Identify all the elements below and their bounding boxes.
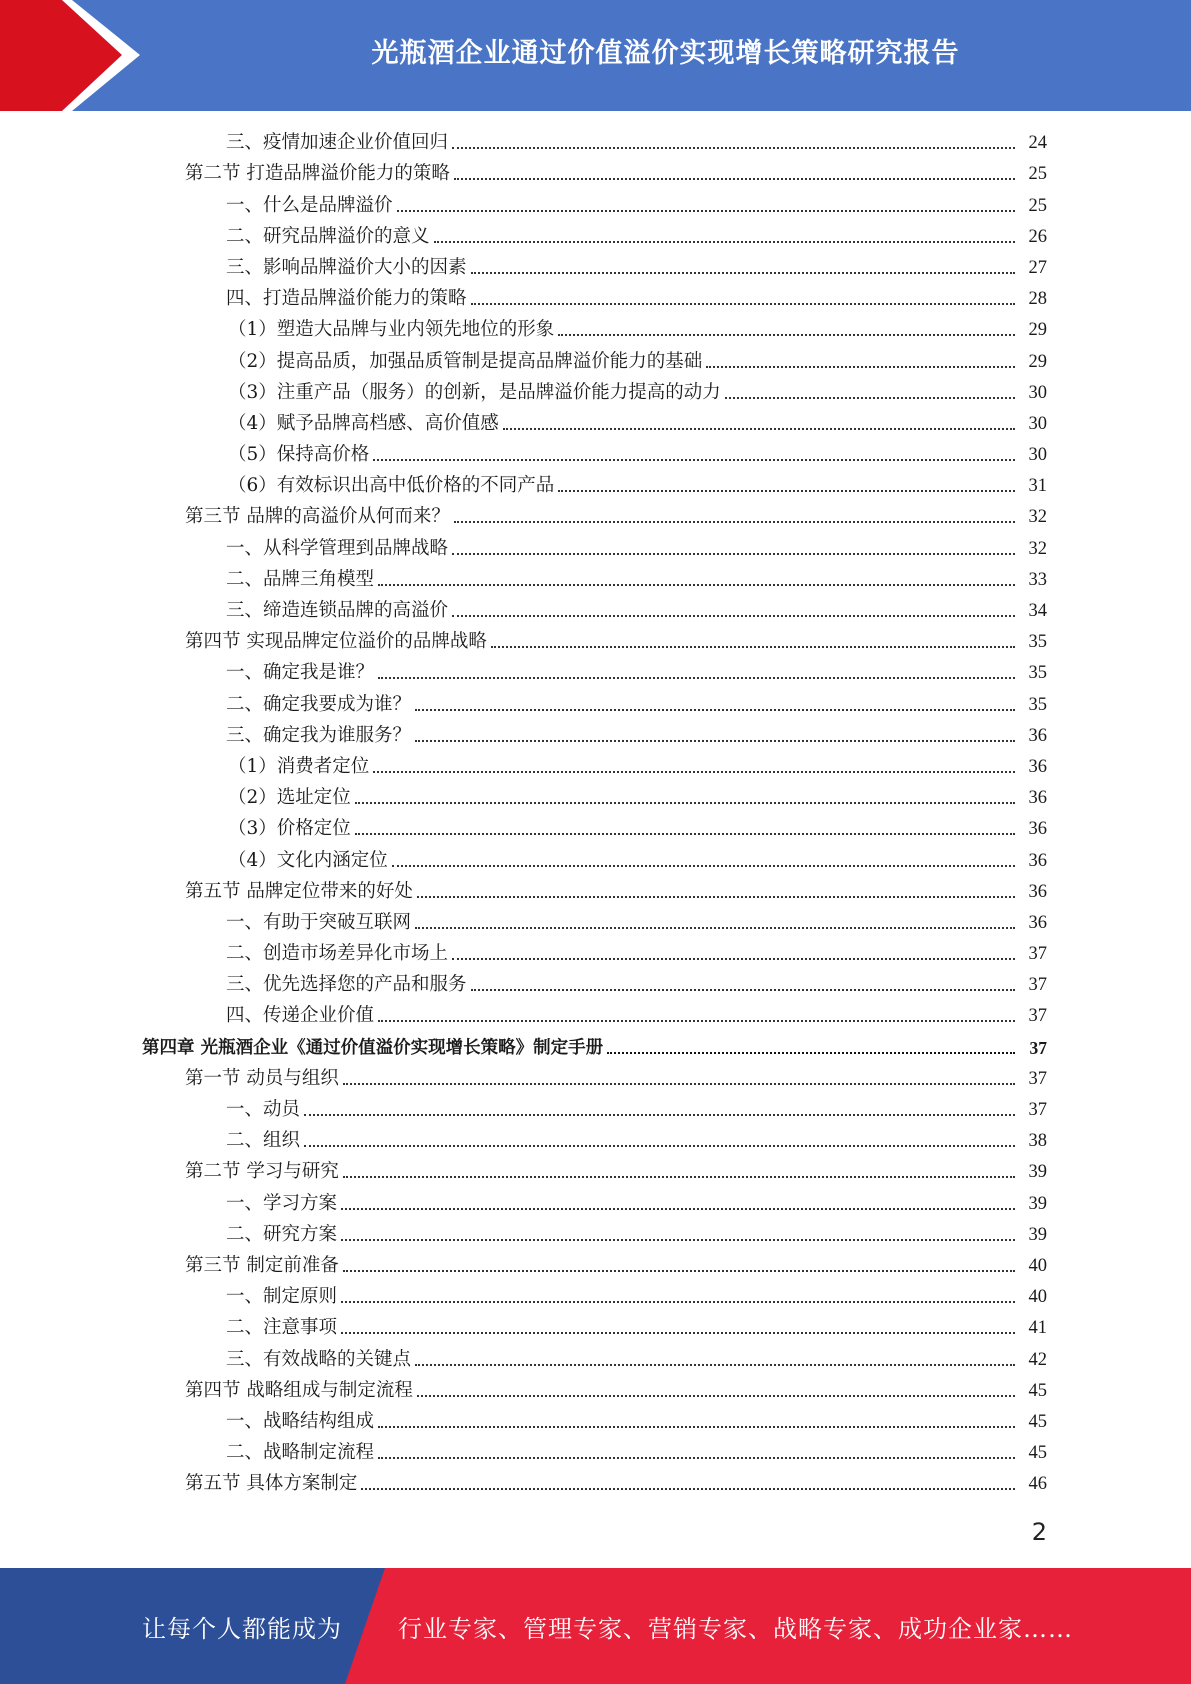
toc-entry-page: 39 — [1028, 1193, 1047, 1214]
toc-entry-label: 三、有效战略的关键点 — [226, 1348, 412, 1370]
toc-entry-label: （1）塑造大品牌与业内领先地位的形象 — [228, 319, 555, 341]
toc-dot-leader — [417, 896, 1015, 898]
toc-dot-leader — [558, 490, 1015, 492]
toc-entry[interactable] — [0, 408, 1191, 439]
toc-entry-label: 一、有助于突破互联网 — [226, 911, 412, 933]
toc-entry-page: 36 — [1028, 756, 1047, 777]
toc-entry-label: （2）选址定位 — [228, 787, 351, 809]
header-red-block — [0, 0, 122, 111]
toc-dot-leader — [373, 459, 1015, 461]
toc-entry[interactable] — [0, 189, 1191, 220]
toc-entry[interactable] — [0, 1312, 1191, 1343]
toc-entry-page: 29 — [1028, 351, 1047, 372]
toc-dot-leader — [471, 303, 1015, 305]
toc-entry-label: （5）保持高价格 — [228, 444, 370, 466]
toc-dot-leader — [343, 1083, 1015, 1085]
toc-entry-label: 三、影响品牌溢价大小的因素 — [226, 256, 467, 278]
toc-entry-page: 28 — [1028, 289, 1047, 310]
toc-entry[interactable] — [0, 158, 1191, 189]
toc-entry-page: 36 — [1028, 819, 1047, 840]
toc-entry[interactable] — [0, 595, 1191, 626]
toc-entry-label: 一、学习方案 — [226, 1192, 338, 1214]
page-footer — [0, 1568, 1191, 1684]
toc-entry[interactable] — [0, 1250, 1191, 1281]
toc-entry[interactable] — [0, 564, 1191, 595]
toc-entry-label: 第二节 打造品牌溢价能力的策略 — [185, 163, 450, 185]
toc-entry-page: 29 — [1028, 320, 1047, 341]
toc-dot-leader — [361, 1488, 1015, 1490]
toc-entry-label: 一、从科学管理到品牌战略 — [226, 537, 449, 559]
toc-entry-page: 37 — [1028, 1006, 1047, 1027]
toc-entry[interactable] — [0, 751, 1191, 782]
toc-entry-page: 24 — [1028, 133, 1047, 154]
toc-entry-page: 27 — [1028, 257, 1047, 278]
toc-entry-page: 35 — [1028, 694, 1047, 715]
toc-dot-leader — [341, 1301, 1015, 1303]
toc-dot-leader — [415, 927, 1015, 929]
toc-entry-label: 四、打造品牌溢价能力的策略 — [226, 288, 467, 310]
footer-slogan-right: 行业专家、管理专家、营销专家、战略专家、成功企业家…… — [398, 1614, 1073, 1643]
toc-entry[interactable] — [0, 1094, 1191, 1125]
toc-entry-label: 一、确定我是谁？ — [226, 662, 375, 684]
toc-entry[interactable] — [0, 657, 1191, 688]
toc-entry[interactable] — [0, 938, 1191, 969]
toc-dot-leader — [607, 1052, 1015, 1054]
toc-entry-label: （3）注重产品（服务）的创新，是品牌溢价能力提高的动力 — [228, 381, 721, 403]
toc-entry[interactable] — [0, 1343, 1191, 1374]
toc-entry-label: 二、组织 — [226, 1130, 301, 1152]
toc-dot-leader — [434, 241, 1015, 243]
toc-entry-page: 41 — [1028, 1318, 1047, 1339]
toc-entry-page: 37 — [1029, 1037, 1047, 1058]
toc-entry-label: 第三节 品牌的高溢价从何而来？ — [185, 506, 450, 528]
toc-dot-leader — [471, 272, 1015, 274]
toc-entry[interactable] — [0, 1375, 1191, 1406]
toc-dot-leader — [373, 771, 1015, 773]
footer-slogan-left: 让每个人都能成为 — [142, 1614, 342, 1643]
toc-entry[interactable] — [0, 876, 1191, 907]
toc-entry-page: 36 — [1028, 788, 1047, 809]
toc-entry[interactable] — [0, 1406, 1191, 1437]
toc-entry[interactable] — [0, 470, 1191, 501]
toc-dot-leader — [454, 521, 1015, 523]
toc-entry-page: 36 — [1028, 912, 1047, 933]
toc-dot-leader — [452, 615, 1015, 617]
toc-entry-label: 第一节 动员与组织 — [185, 1067, 339, 1089]
toc-dot-leader — [343, 1176, 1015, 1178]
toc-dot-leader — [343, 1270, 1015, 1272]
toc-entry[interactable] — [0, 1437, 1191, 1468]
toc-dot-leader — [378, 1426, 1015, 1428]
toc-entry[interactable] — [0, 501, 1191, 532]
toc-entry[interactable] — [0, 1063, 1191, 1094]
toc-entry-label: 三、疫情加速企业价值回归 — [226, 132, 449, 154]
toc-entry[interactable] — [0, 1187, 1191, 1218]
toc-entry-label: 一、制定原则 — [226, 1286, 338, 1308]
toc-entry[interactable] — [0, 283, 1191, 314]
toc-dot-leader — [378, 1457, 1015, 1459]
toc-entry-label: 二、研究品牌溢价的意义 — [226, 225, 430, 247]
toc-entry-page: 25 — [1028, 195, 1047, 216]
toc-entry[interactable] — [0, 1281, 1191, 1312]
toc-entry-page: 33 — [1028, 569, 1047, 590]
toc-entry-label: （2）提高品质，加强品质管制是提高品牌溢价能力的基础 — [228, 350, 703, 372]
toc-entry-page: 30 — [1028, 413, 1047, 434]
toc-entry-label: 二、战略制定流程 — [226, 1442, 375, 1464]
toc-entry-page: 45 — [1028, 1380, 1047, 1401]
toc-entry-page: 35 — [1028, 632, 1047, 653]
toc-entry-page: 37 — [1028, 944, 1047, 965]
toc-dot-leader — [725, 397, 1015, 399]
toc-entry-label: 第五节 具体方案制定 — [185, 1473, 358, 1495]
toc-dot-leader — [415, 1364, 1015, 1366]
toc-entry-label: 第二节 学习与研究 — [185, 1161, 339, 1183]
toc-entry-label: （4）文化内涵定位 — [228, 849, 388, 871]
toc-entry-label: 第五节 品牌定位带来的好处 — [185, 880, 413, 902]
toc-entry[interactable] — [0, 1125, 1191, 1156]
toc-dot-leader — [392, 865, 1015, 867]
toc-dot-leader — [341, 1239, 1015, 1241]
toc-entry-page: 36 — [1028, 725, 1047, 746]
toc-dot-leader — [378, 677, 1015, 679]
toc-dot-leader — [415, 709, 1015, 711]
toc-entry[interactable] — [0, 377, 1191, 408]
toc-entry-page: 38 — [1028, 1131, 1047, 1152]
toc-entry[interactable] — [0, 844, 1191, 875]
toc-entry-page: 39 — [1028, 1162, 1047, 1183]
toc-entry-label: 二、注意事项 — [226, 1317, 338, 1339]
toc-entry[interactable] — [0, 1156, 1191, 1187]
toc-entry-label: 第三节 制定前准备 — [185, 1254, 339, 1276]
toc-entry-label: 二、确定我要成为谁？ — [226, 693, 412, 715]
toc-entry-label: 第四节 战略组成与制定流程 — [185, 1379, 413, 1401]
toc-entry[interactable] — [0, 626, 1191, 657]
table-of-contents — [0, 127, 1191, 1499]
toc-dot-leader — [355, 802, 1015, 804]
toc-entry-label: 一、什么是品牌溢价 — [226, 194, 393, 216]
toc-entry[interactable] — [0, 720, 1191, 751]
toc-dot-leader — [397, 210, 1015, 212]
toc-entry-page: 37 — [1028, 1068, 1047, 1089]
toc-entry-label: 一、战略结构组成 — [226, 1410, 375, 1432]
toc-dot-leader — [471, 989, 1015, 991]
toc-entry-page: 40 — [1028, 1255, 1047, 1276]
toc-entry-page: 35 — [1028, 663, 1047, 684]
toc-entry[interactable] — [0, 439, 1191, 470]
toc-entry[interactable] — [0, 969, 1191, 1000]
toc-entry[interactable] — [0, 688, 1191, 719]
toc-entry-page: 31 — [1028, 476, 1047, 497]
toc-dot-leader — [452, 147, 1015, 149]
toc-dot-leader — [503, 428, 1015, 430]
toc-dot-leader — [355, 833, 1015, 835]
toc-entry[interactable] — [0, 221, 1191, 252]
toc-entry-page: 36 — [1028, 881, 1047, 902]
toc-dot-leader — [454, 178, 1015, 180]
toc-entry-page: 25 — [1028, 164, 1047, 185]
toc-entry-page: 30 — [1028, 382, 1047, 403]
header-arrow-decoration — [0, 0, 160, 111]
toc-dot-leader — [415, 740, 1015, 742]
toc-dot-leader — [378, 1020, 1015, 1022]
toc-dot-leader — [558, 334, 1015, 336]
toc-dot-leader — [304, 1145, 1015, 1147]
toc-entry-page: 39 — [1028, 1224, 1047, 1245]
toc-dot-leader — [417, 1395, 1015, 1397]
page-number: 2 — [1031, 1518, 1047, 1546]
toc-entry-page: 45 — [1028, 1443, 1047, 1464]
toc-entry-page: 42 — [1028, 1349, 1047, 1370]
toc-entry-label: 二、创造市场差异化市场上 — [226, 943, 449, 965]
toc-entry[interactable] — [0, 813, 1191, 844]
toc-entry-page: 32 — [1028, 538, 1047, 559]
toc-dot-leader — [378, 584, 1015, 586]
toc-entry[interactable] — [0, 1031, 1191, 1062]
toc-entry-label: 二、研究方案 — [226, 1223, 338, 1245]
toc-entry[interactable] — [0, 1000, 1191, 1031]
toc-dot-leader — [491, 646, 1015, 648]
toc-entry[interactable] — [0, 314, 1191, 345]
toc-entry[interactable] — [0, 532, 1191, 563]
toc-entry-page: 32 — [1028, 507, 1047, 528]
toc-entry-label: （6）有效标识出高中低价格的不同产品 — [228, 475, 555, 497]
toc-entry-label: 四、传递企业价值 — [226, 1005, 375, 1027]
toc-entry-page: 36 — [1028, 850, 1047, 871]
toc-entry-label: （4）赋予品牌高档感、高价值感 — [228, 412, 499, 434]
toc-entry-page: 40 — [1028, 1287, 1047, 1308]
toc-entry[interactable] — [0, 907, 1191, 938]
toc-entry-page: 30 — [1028, 445, 1047, 466]
toc-entry-label: 第四章 光瓶酒企业《通过价值溢价实现增长策略》制定手册 — [142, 1037, 604, 1058]
page-header — [0, 0, 1191, 111]
toc-dot-leader — [452, 958, 1015, 960]
toc-dot-leader — [706, 366, 1015, 368]
toc-dot-leader — [341, 1332, 1015, 1334]
toc-dot-leader — [452, 553, 1015, 555]
toc-entry-label: （1）消费者定位 — [228, 755, 370, 777]
toc-entry[interactable] — [0, 345, 1191, 376]
toc-entry-page: 37 — [1028, 975, 1047, 996]
toc-entry-page: 26 — [1028, 226, 1047, 247]
toc-entry[interactable] — [0, 1219, 1191, 1250]
toc-entry-label: 三、缔造连锁品牌的高溢价 — [226, 600, 449, 621]
toc-entry-label: 三、确定我为谁服务？ — [226, 724, 412, 746]
document-title: 光瓶酒企业通过价值溢价实现增长策略研究报告 — [371, 37, 960, 69]
toc-entry-label: （3）价格定位 — [228, 818, 351, 840]
toc-entry-label: 二、品牌三角模型 — [226, 568, 375, 590]
toc-dot-leader — [304, 1114, 1015, 1116]
toc-entry-page: 46 — [1028, 1474, 1047, 1495]
toc-entry[interactable] — [0, 782, 1191, 813]
toc-entry-label: 第四节 实现品牌定位溢价的品牌战略 — [185, 631, 487, 653]
toc-entry-label: 一、动员 — [226, 1099, 301, 1120]
toc-entry[interactable] — [0, 1468, 1191, 1499]
toc-entry[interactable] — [0, 127, 1191, 158]
toc-entry[interactable] — [0, 252, 1191, 283]
toc-entry-page: 37 — [1028, 1100, 1047, 1120]
toc-entry-label: 三、优先选择您的产品和服务 — [226, 974, 467, 996]
toc-dot-leader — [341, 1208, 1015, 1210]
toc-entry-page: 45 — [1028, 1411, 1047, 1432]
toc-entry-page: 34 — [1028, 601, 1047, 621]
